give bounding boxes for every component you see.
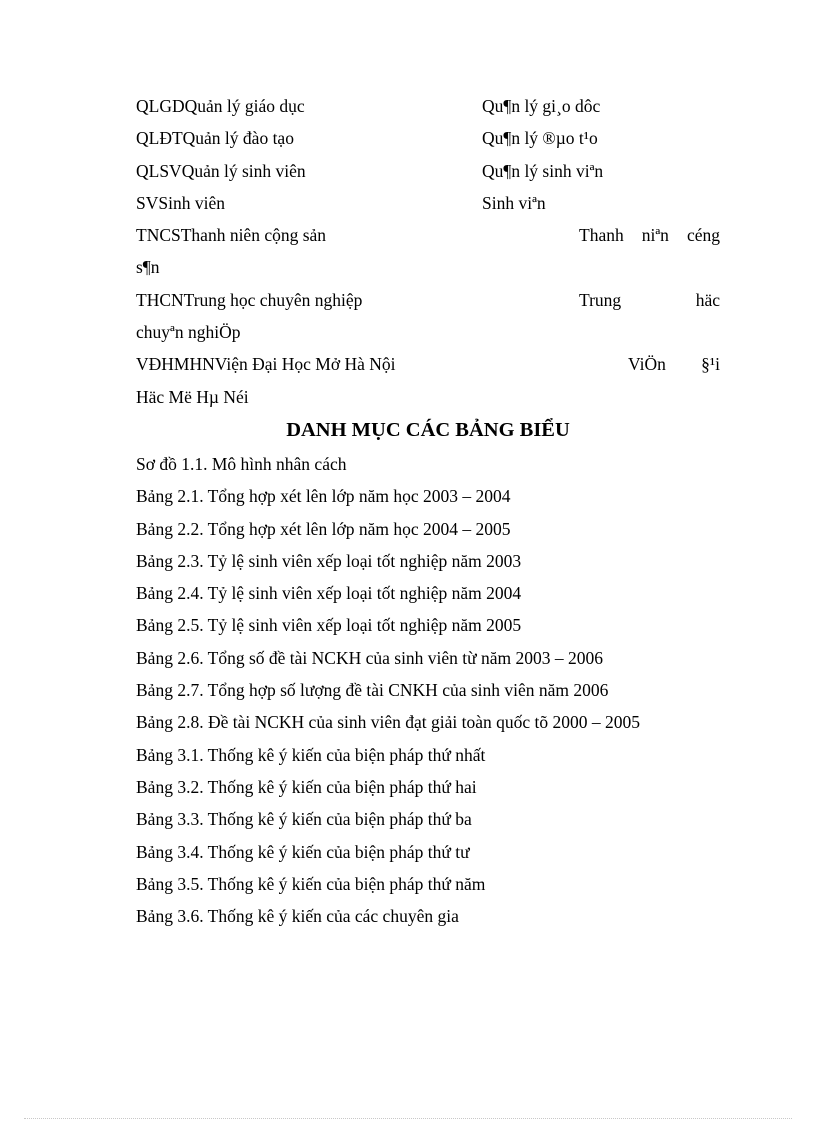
list-item: Bảng 2.1. Tổng hợp xét lên lớp năm học 2003 – 2004 — [136, 486, 511, 507]
legacy-word: häc — [695, 289, 720, 310]
abbreviation-meaning: Quản lý đào tạo — [182, 128, 294, 149]
legacy-word: §¹i — [701, 354, 720, 375]
abbreviation-meaning: Thanh niên cộng sản — [180, 225, 327, 246]
abbreviation-list — [136, 90, 720, 413]
abbreviation-code: QLGD — [136, 96, 185, 116]
abbreviation-code: VĐHMHN — [136, 354, 215, 375]
abbreviation-row — [136, 122, 720, 154]
abbreviation-continuation — [136, 251, 720, 283]
list-item: Bảng 3.2. Thống kê ý kiến của biện pháp thứ hai — [136, 776, 477, 797]
abbreviation-code: THCN — [136, 289, 184, 310]
abbreviation-row — [136, 155, 720, 187]
list-item: Bảng 2.6. Tổng số đề tài NCKH của sinh viên từ năm 2003 – 2006 — [136, 647, 604, 668]
abbreviation-legacy — [579, 284, 720, 316]
abbreviation-meaning: Viện Đại Học Mở Hà Nội — [214, 354, 396, 375]
abbreviation-legacy: Qu¶n lý gi¸o dôc — [482, 96, 601, 116]
abbreviation-meaning: Quản lý sinh viên — [181, 160, 306, 181]
abbreviation-code: TNCS — [136, 225, 181, 246]
abbreviation-legacy: Sinh viªn — [482, 192, 546, 213]
list-item: Bảng 3.3. Thống kê ý kiến của biện pháp thứ ba — [136, 809, 472, 830]
list-item: Bảng 3.6. Thống kê ý kiến của các chuyên gia — [136, 906, 459, 927]
abbreviation-meaning: Quản lý giáo dục — [184, 96, 305, 116]
section-title: DANH MỤC CÁC BẢNG BIỂU — [286, 419, 570, 441]
abbreviation-code: QLSV — [136, 160, 182, 181]
legacy-word: céng — [686, 225, 720, 246]
abbreviation-continuation — [136, 381, 720, 413]
abbreviation-entry — [136, 348, 395, 380]
legacy-word: ViÖn — [628, 354, 666, 375]
list-item: Bảng 3.5. Thống kê ý kiến của biện pháp thứ năm — [136, 873, 486, 894]
page-bottom-divider — [24, 1118, 792, 1119]
abbreviation-entry — [136, 122, 294, 154]
abbreviation-code: SV — [136, 192, 159, 213]
legacy-continuation: Häc Më Hµ Néi — [136, 386, 249, 407]
list-item: Bảng 3.1. Thống kê ý kiến của biện pháp thứ nhất — [136, 744, 486, 765]
abbreviation-meaning: Trung học chuyên nghiệp — [183, 289, 363, 310]
list-item: Bảng 2.5. Tỷ lệ sinh viên xếp loại tốt nghiệp năm 2005 — [136, 615, 522, 636]
abbreviation-entry — [136, 90, 305, 122]
legacy-word: Thanh — [579, 225, 624, 246]
abbreviation-entry — [136, 187, 225, 219]
abbreviation-row — [136, 219, 720, 251]
abbreviation-row — [136, 187, 720, 219]
list-item: Bảng 2.4. Tỷ lệ sinh viên xếp loại tốt nghiệp năm 2004 — [136, 583, 522, 604]
abbreviation-legacy: Qu¶n lý ®µo t¹o — [482, 128, 598, 149]
list-item: Bảng 2.2. Tổng hợp xét lên lớp năm học 2004 – 2005 — [136, 518, 511, 539]
abbreviation-row — [136, 284, 720, 316]
abbreviation-entry — [136, 219, 326, 251]
abbreviation-legacy — [628, 348, 720, 380]
table-list — [136, 448, 736, 932]
list-item: Sơ đồ 1.1. Mô hình nhân cách — [136, 454, 347, 474]
list-item: Bảng 2.3. Tỷ lệ sinh viên xếp loại tốt nghiệp năm 2003 — [136, 550, 522, 571]
abbreviation-entry — [136, 284, 362, 316]
legacy-word: niªn — [641, 225, 669, 246]
abbreviation-entry — [136, 155, 306, 187]
abbreviation-legacy — [579, 219, 720, 251]
abbreviation-code: QLĐT — [136, 128, 183, 149]
legacy-word: Trung — [579, 289, 622, 310]
list-item: Bảng 2.8. Đề tài NCKH của sinh viên đạt giải toàn quốc tõ 2000 – 2005 — [136, 712, 641, 733]
abbreviation-meaning: Sinh viên — [158, 192, 225, 213]
abbreviation-continuation — [136, 316, 720, 348]
abbreviation-row — [136, 90, 720, 122]
list-item: Bảng 3.4. Thống kê ý kiến của biện pháp thứ tư — [136, 841, 470, 862]
abbreviation-row — [136, 348, 720, 380]
legacy-continuation: s¶n — [136, 257, 160, 278]
abbreviation-legacy: Qu¶n lý sinh viªn — [482, 160, 604, 181]
list-item: Bảng 2.7. Tổng hợp số lượng đề tài CNKH của sinh viên năm 2006 — [136, 680, 609, 701]
legacy-continuation: chuyªn nghiÖp — [136, 322, 241, 343]
